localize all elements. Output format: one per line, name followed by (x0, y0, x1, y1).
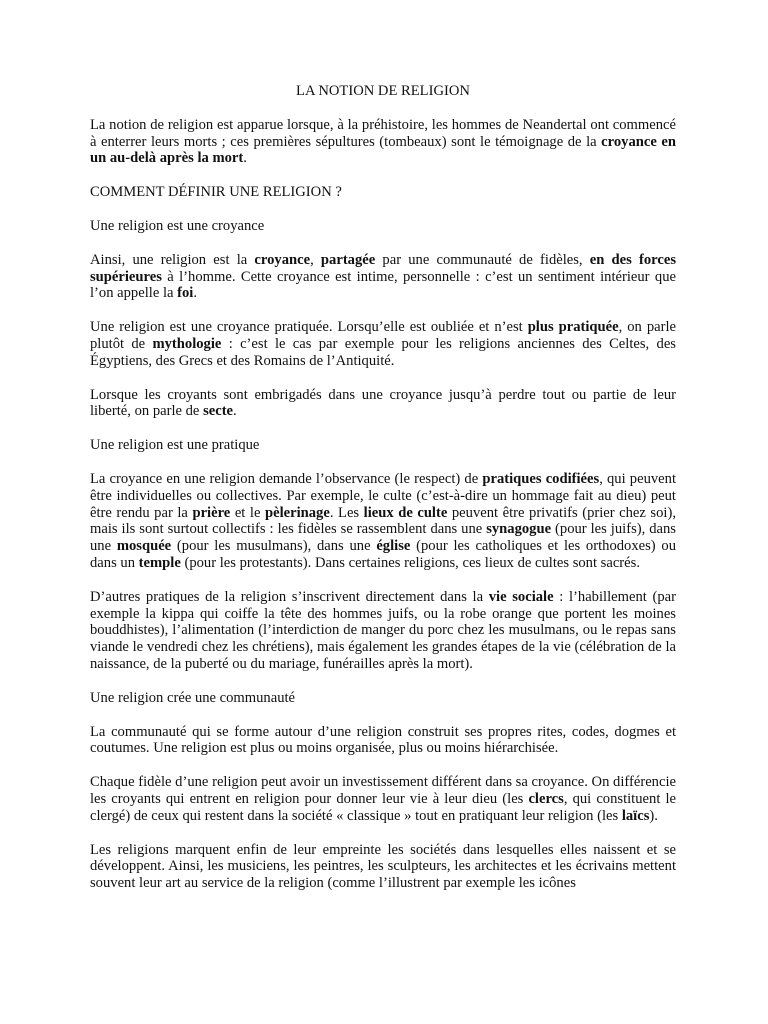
section-heading: Une religion est une croyance (90, 217, 265, 234)
text-run: peuvent être privatifs (prier chez soi), mais ils sont surtout collectifs : les fidèles se rassemblent dans une (90, 504, 676, 538)
text-run: ). (649, 807, 658, 824)
text-run: et le (230, 504, 265, 521)
text-run: , on parle plutôt de (90, 319, 676, 352)
paragraph (90, 252, 676, 302)
paragraph (90, 319, 676, 369)
bold-term: plus pratiquée (527, 319, 619, 336)
bold-term: laïcs (621, 807, 650, 824)
document-title: LA NOTION DE RELIGION (296, 83, 470, 99)
section-heading: COMMENT DÉFINIR UNE RELIGION ? (90, 184, 342, 201)
text-run: La croyance en une religion demande l’observance (le respect) de (90, 470, 483, 487)
text-run: , qui peuvent être individuelles ou collectives. Par exemple, le culte (c’est-à-dire un hommage fait au dieu) peut être rendu par la (90, 470, 676, 521)
bold-term: clercs (528, 790, 564, 807)
text-run: . (193, 285, 197, 302)
text-run: Ainsi, une religion est la (90, 251, 255, 268)
text-run: (pour les musulmans), dans une (171, 538, 377, 555)
bold-term: en des forces supérieures (90, 251, 677, 285)
paragraph (90, 117, 676, 167)
text-run: à l’homme. Cette croyance est intime, personnelle : c’est un sentiment intérieur que l’on appelle la (90, 268, 676, 302)
section-heading: Une religion crée une communauté (90, 689, 296, 706)
text-run: . (233, 403, 237, 420)
text-run: (pour les protestants). Dans certaines religions, ces lieux de cultes sont sacrés. (180, 554, 640, 571)
bold-term: partagée (320, 251, 376, 268)
bold-term: pratiques codifiées (482, 470, 600, 487)
document-page (90, 83, 676, 909)
bold-term: pèlerinage (264, 504, 330, 521)
bold-term: secte (203, 403, 234, 420)
text-run: Lorsque les croyants sont embrigadés dans une croyance jusqu’à perdre tout ou partie de leur liberté, on parle de (90, 386, 676, 420)
text-run: , qui constituent le clergé) de ceux qui restent dans la société « classique » tout en pratiquant leur religion (les (90, 790, 676, 824)
bold-term: mythologie (152, 335, 222, 352)
paragraph (90, 842, 676, 892)
section-heading: Une religion est une pratique (90, 437, 260, 454)
text-run: Une religion est une croyance pratiquée. Lorsqu’elle est oubliée et n’est (90, 319, 528, 336)
text-run: : c’est le cas par exemple pour les religions anciennes des Celtes, des Égyptiens, des Grecs et des Romains de l’Antiquité. (90, 335, 676, 369)
text-run: , (310, 251, 321, 268)
text-run: La notion de religion est apparue lorsque, à la préhistoire, les hommes de Neandertal ont commencé à enterrer leurs morts ; ces premières sépultures (tombeaux) sont le témoignage de la (90, 116, 676, 150)
text-run: D’autres pratiques de la religion s’inscrivent directement dans la (90, 588, 489, 605)
text-run: Les religions marquent enfin de leur empreinte les sociétés dans lesquelles elles naissent et se développent. Ainsi, les musiciens, les peintres, les sculpteurs, les architectes et les écrivains mettent souvent leur art au service de la religion (comme l’illustrent par exemple les icônes (90, 841, 676, 892)
text-run: La communauté qui se forme autour d’une religion construit ses propres rites, codes, dogmes et coutumes. Une religion est plus ou moins organisée, plus ou moins hiérarchisée. (90, 723, 676, 757)
bold-term: lieux de culte (363, 504, 448, 521)
bold-term: foi (177, 285, 194, 302)
bold-term: église (376, 538, 411, 555)
bold-term: prière (192, 504, 231, 521)
bold-term: mosquée (116, 538, 172, 555)
text-run: : l’habillement (par exemple la kippa qui coiffe la tête des hommes juifs, ou la robe orange que portent les moines bouddhistes), l’alimentation (l’interdiction de manger du porc chez les musulmans, ou le repas sans viande le vendredi chez les chrétiens), mais également les grandes étapes de la vie (célébration de la naissance, de la puberté ou du mariage, funérailles après la mort). (90, 588, 676, 672)
bold-term: croyance en un au-delà après la mort (90, 133, 676, 167)
paragraph (90, 589, 676, 673)
paragraph (90, 471, 676, 572)
paragraph (90, 724, 676, 758)
text-run: par une communauté de fidèles, (375, 251, 590, 268)
text-run: . Les (329, 504, 364, 521)
paragraph (90, 774, 676, 824)
bold-term: temple (138, 554, 181, 571)
document-body (90, 117, 676, 892)
paragraph (90, 387, 676, 421)
text-run: (pour les catholiques et les orthodoxes) ou dans un (90, 538, 676, 571)
bold-term: synagogue (486, 521, 552, 538)
text-run: (pour les juifs), dans une (90, 521, 676, 555)
text-run: . (243, 150, 247, 167)
bold-term: vie sociale (488, 588, 554, 605)
text-run: Chaque fidèle d’une religion peut avoir un investissement différent dans sa croyance. On différencie les croyants qui entrent en religion pour donner leur vie à leur dieu (les (90, 774, 676, 807)
bold-term: croyance (254, 251, 311, 268)
